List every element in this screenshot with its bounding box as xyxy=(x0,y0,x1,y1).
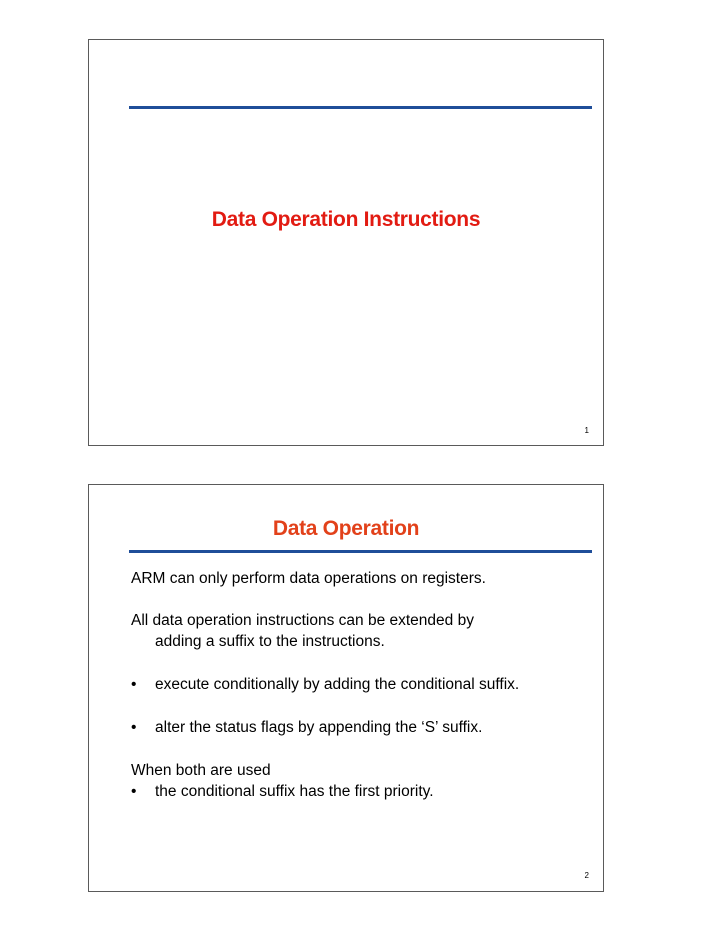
paragraph-registers: ARM can only perform data operations on registers. xyxy=(131,570,486,587)
page-number: 1 xyxy=(584,426,589,435)
paragraph-suffix-line2: adding a suffix to the instructions. xyxy=(155,633,385,650)
bullet-text: alter the status flags by appending the ‘S’ suffix. xyxy=(155,719,483,736)
bullet-marker: • xyxy=(131,783,137,800)
slide-title: Data Operation xyxy=(272,517,420,540)
bullet-text: the conditional suffix has the first priority. xyxy=(155,783,434,800)
slide-1 xyxy=(88,39,604,446)
title-rule xyxy=(129,550,592,553)
bullet-marker: • xyxy=(131,719,137,736)
page-number: 2 xyxy=(584,871,589,880)
bullet-marker: • xyxy=(131,676,137,693)
title-rule xyxy=(129,106,592,109)
slide-2 xyxy=(88,484,604,892)
slide-title: Data Operation Instructions xyxy=(211,208,481,231)
bullet-text: execute conditionally by adding the conditional suffix. xyxy=(155,676,520,693)
paragraph-suffix-line1: All data operation instructions can be extended by xyxy=(131,612,474,629)
paragraph-both-used: When both are used xyxy=(131,762,271,779)
